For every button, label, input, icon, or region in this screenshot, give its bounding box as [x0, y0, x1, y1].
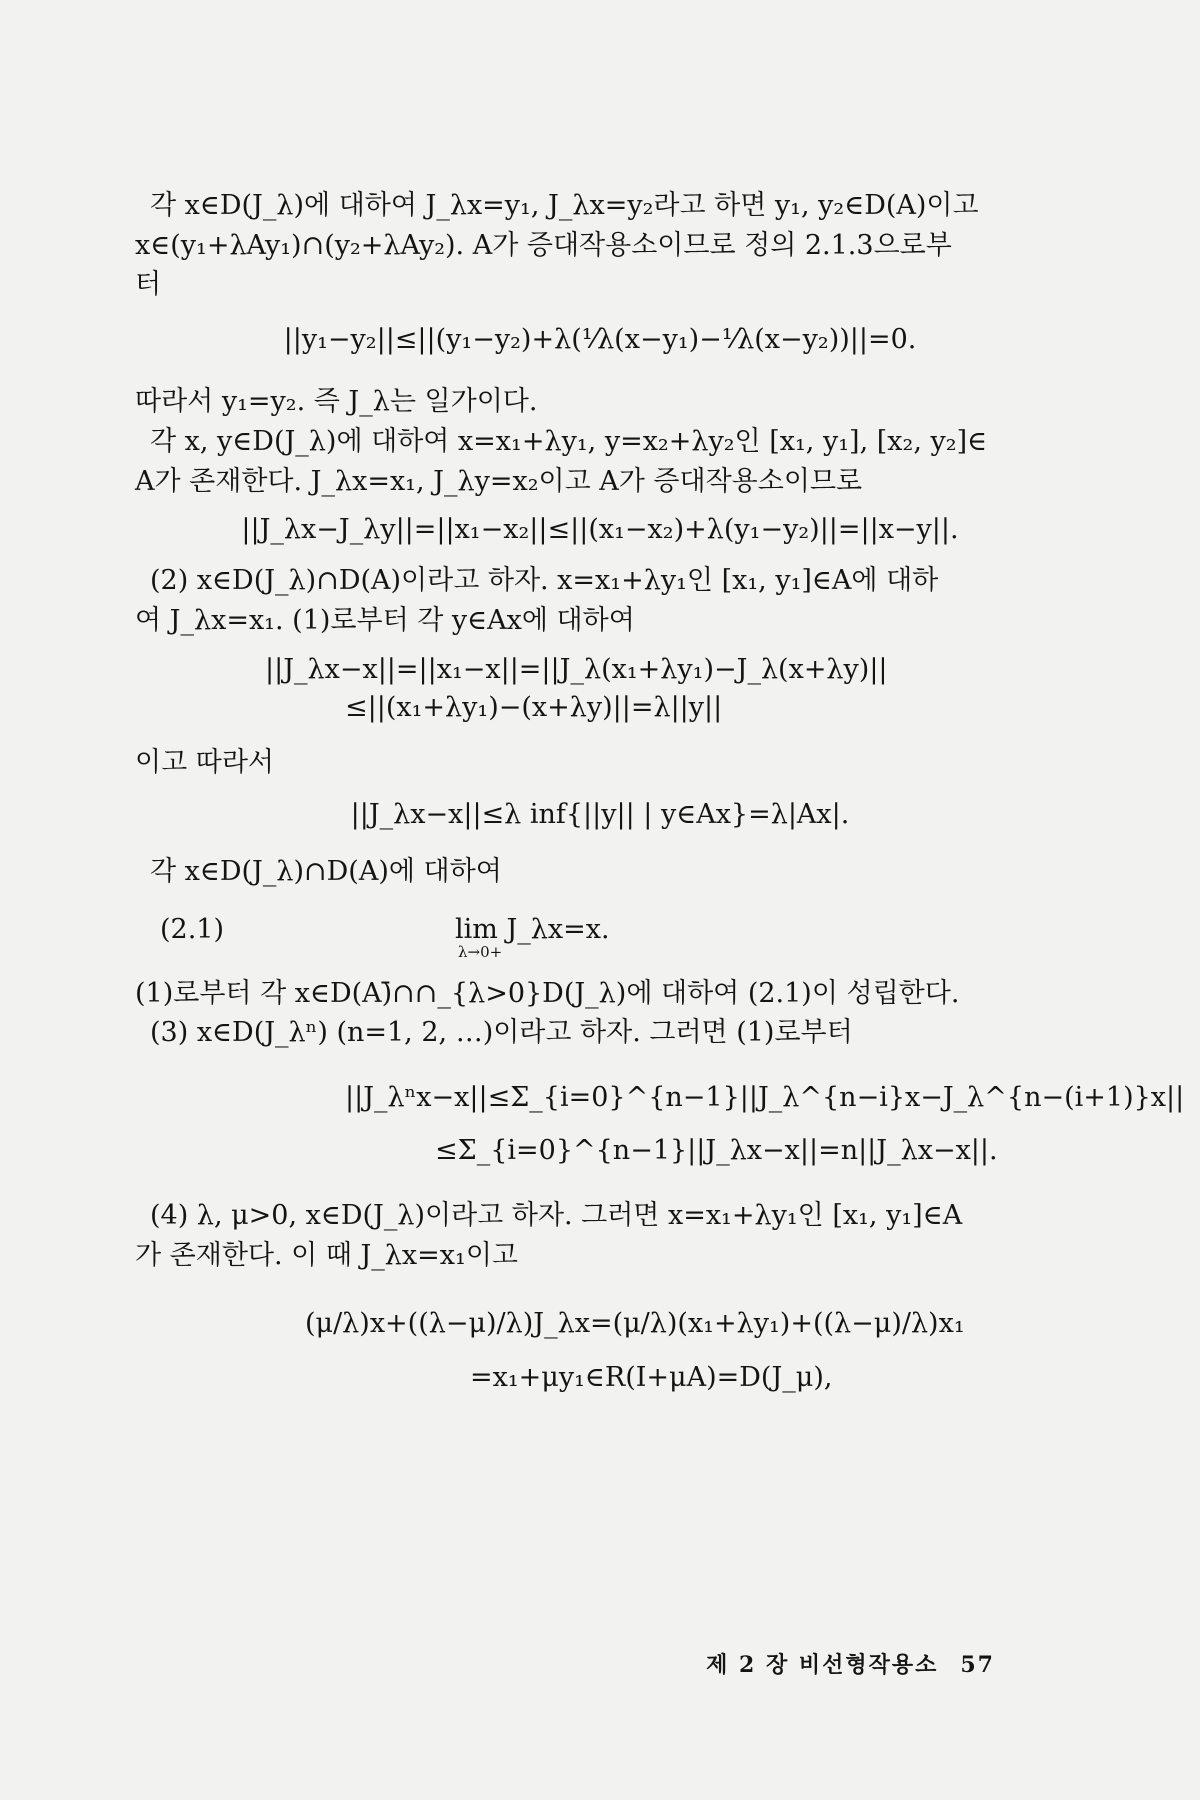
- paragraph-line: 따라서 y₁=y₂. 즉 J_λ는 일가이다.: [135, 386, 538, 417]
- equation: ||y₁−y₂||≤||(y₁−y₂)+λ(¹⁄λ(x−y₁)−¹⁄λ(x−y₂))||=0.: [283, 324, 917, 355]
- equation: ≤||(x₁+λy₁)−(x+λy)||=λ||y||: [345, 692, 723, 723]
- paragraph-line: x∈(y₁+λAy₁)∩(y₂+λAy₂). A가 증대작용소이므로 정의 2.1.3으로부: [135, 230, 952, 261]
- paragraph-line: (4) λ, μ>0, x∈D(J_λ)이라고 하자. 그러면 x=x₁+λy₁인 [x₁, y₁]∈A: [150, 1200, 963, 1231]
- limit-subscript: λ→0+: [458, 943, 503, 961]
- paragraph-line: 각 x, y∈D(J_λ)에 대하여 x=x₁+λy₁, y=x₂+λy₂인 [x₁, y₁], [x₂, y₂]∈: [150, 426, 988, 457]
- paragraph-line: 각 x∈D(J_λ)∩D(A)에 대하여: [150, 856, 502, 887]
- equation: ||J_λx−x||=||x₁−x||=||J_λ(x₁+λy₁)−J_λ(x+λy)||: [265, 654, 888, 685]
- page-footer: [706, 1648, 995, 1679]
- page-number: 57: [960, 1652, 995, 1678]
- paragraph-line: A가 존재한다. J_λx=x₁, J_λy=x₂이고 A가 증대작용소이므로: [135, 466, 863, 497]
- equation: ||J_λx−J_λy||=||x₁−x₂||≤||(x₁−x₂)+λ(y₁−y₂)||=||x−y||.: [241, 514, 959, 545]
- paragraph-line: 이고 따라서: [135, 747, 274, 778]
- equation: lim J_λx=x.: [455, 914, 610, 945]
- paragraph-line: (1)로부터 각 x∈D(A)̄∩∩_{λ>0}D(J_λ)에 대하여 (2.1)이 성립한다.: [135, 978, 960, 1009]
- equation: =x₁+μy₁∈R(I+μA)=D(J_μ),: [470, 1362, 833, 1393]
- equation: ≤Σ_{i=0}^{n−1}||J_λx−x||=n||J_λx−x||.: [435, 1135, 998, 1166]
- equation: ||J_λⁿx−x||≤Σ_{i=0}^{n−1}||J_λ^{n−i}x−J_λ^{n−(i+1)}x||: [345, 1082, 1185, 1113]
- paragraph-line: (2) x∈D(J_λ)∩D(A)이라고 하자. x=x₁+λy₁인 [x₁, y₁]∈A에 대하: [150, 565, 939, 596]
- paragraph-line: 가 존재한다. 이 때 J_λx=x₁이고: [135, 1240, 518, 1271]
- paragraph-line: (3) x∈D(J_λⁿ) (n=1, 2, …)이라고 하자. 그러면 (1)로부터: [150, 1017, 853, 1048]
- chapter-title: 제 2 장 비선형작용소: [706, 1652, 939, 1678]
- equation-label: (2.1): [160, 914, 225, 945]
- paragraph-line: 여 J_λx=x₁. (1)로부터 각 y∈Ax에 대하여: [135, 605, 635, 636]
- equation: ||J_λx−x||≤λ inf{||y|| | y∈Ax}=λ|Ax|.: [350, 799, 850, 830]
- paragraph-line: 각 x∈D(J_λ)에 대하여 J_λx=y₁, J_λx=y₂라고 하면 y₁, y₂∈D(A)이고: [150, 190, 979, 221]
- paragraph-line: 터: [135, 269, 162, 300]
- equation: (μ/λ)x+((λ−μ)/λ)J_λx=(μ/λ)(x₁+λy₁)+((λ−μ)/λ)x₁: [305, 1308, 965, 1339]
